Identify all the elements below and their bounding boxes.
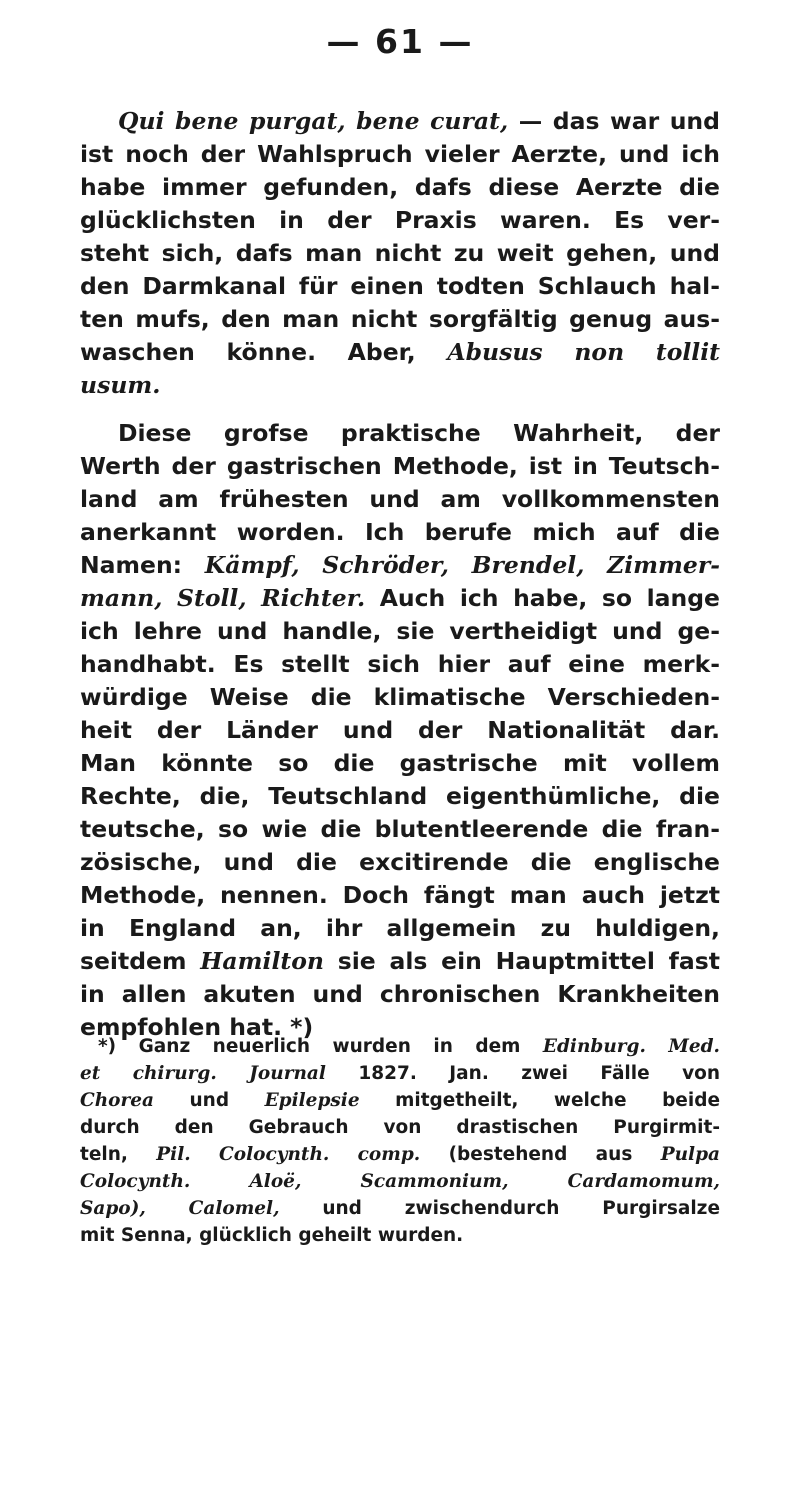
footnote-line: *) Ganz neuerlich wurden in dem Edinburg. Med.: [98, 1036, 720, 1057]
text-line: in allen akuten und chronischen Krankheiten: [80, 980, 720, 1008]
text-line: ich lehre und handle, sie vertheidigt und ge-: [80, 617, 720, 645]
text-line: empfohlen hat. *): [80, 1013, 314, 1041]
footnote-line: et chirurg. Journal 1827. Jan. zwei Fälle von: [80, 1063, 721, 1084]
text-line: zösische, und die excitirende die englische: [80, 848, 720, 876]
text-line: steht sich, dafs man nicht zu weit gehen, und: [80, 239, 720, 267]
text-line: waschen könne. Aber, Abusus non tollit: [80, 338, 720, 366]
text-line: Rechte, die, Teutschland eigenthümliche, die: [80, 782, 720, 810]
text-line: Methode, nennen. Doch fängt man auch jetzt: [80, 881, 720, 909]
text-line: mann, Stoll, Richter. Auch ich habe, so lange: [80, 584, 720, 612]
text-line: Diese grofse praktische Wahrheit, der: [118, 419, 720, 447]
footnote: [80, 1033, 720, 1249]
text-line: Namen: Kämpf, Schröder, Brendel, Zimmer-: [80, 551, 720, 579]
page-number: — 61 —: [326, 22, 474, 61]
main-text: [80, 105, 720, 1044]
footnote-line: mit Senna, glücklich geheilt wurden.: [80, 1225, 464, 1246]
text-line: Qui bene purgat, bene curat, — das war und: [118, 107, 720, 135]
text-line: ten mufs, den man nicht sorgfältig genug aus-: [80, 305, 720, 333]
text-line: land am frühesten und am vollkommensten: [80, 485, 720, 513]
text-line: Man könnte so die gastrische mit vollem: [80, 749, 720, 777]
footnote-line: teln, Pil. Colocynth. comp. (bestehend aus Pulpa: [80, 1144, 720, 1165]
text-line: Werth der gastrischen Methode, ist in Teutsch-: [80, 452, 720, 480]
text-line: würdige Weise die klimatische Verschieden-: [80, 683, 720, 711]
text-line: heit der Länder und der Nationalität dar.: [80, 716, 720, 744]
text-line: seitdem Hamilton sie als ein Hauptmittel fast: [80, 947, 720, 975]
text-line: in England an, ihr allgemein zu huldigen,: [80, 914, 720, 942]
text-line: glücklichsten in der Praxis waren. Es ver-: [80, 206, 720, 234]
footnote-line: Chorea und Epilepsie mitgetheilt, welche beide: [80, 1090, 720, 1111]
footnote-line: durch den Gebrauch von drastischen Purgirmit-: [80, 1117, 720, 1138]
text-line: anerkannt worden. Ich berufe mich auf die: [80, 518, 720, 546]
footnote-line: Sapo), Calomel, und zwischendurch Purgirsalze: [80, 1198, 721, 1219]
text-line: ist noch der Wahlspruch vieler Aerzte, und ich: [80, 140, 720, 168]
text-line: den Darmkanal für einen todten Schlauch hal-: [80, 272, 720, 300]
footnote-line: Colocynth. Aloë, Scammonium, Cardamomum,: [80, 1171, 720, 1192]
text-line: teutsche, so wie die blutentleerende die fran-: [80, 815, 720, 843]
text-line: handhabt. Es stellt sich hier auf eine merk-: [80, 650, 720, 678]
text-line: usum.: [80, 371, 161, 399]
text-line: habe immer gefunden, dafs diese Aerzte die: [80, 173, 720, 201]
